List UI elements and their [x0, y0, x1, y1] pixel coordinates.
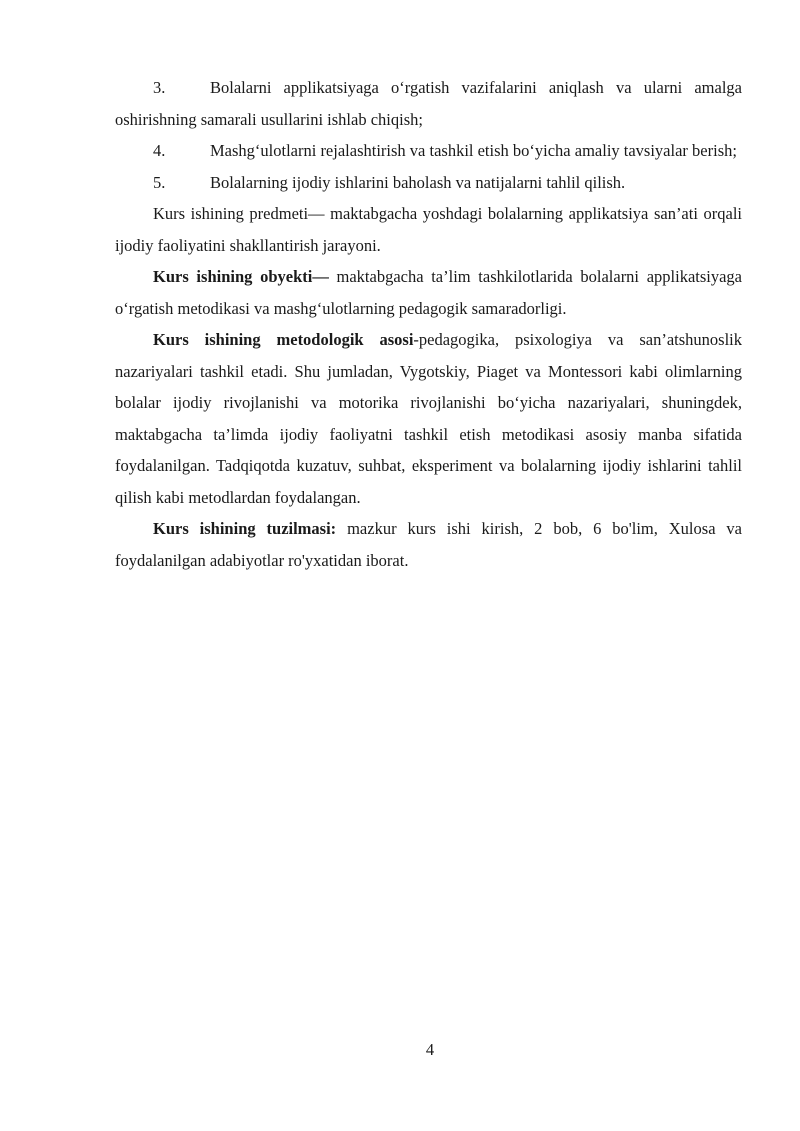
obyekt-label: Kurs ishining obyekti— — [153, 267, 329, 286]
list-text: Bolalarni applikatsiyaga o‘rgatish vazifalarini aniqlash va ularni amalga oshirishning samarali usullarini ishlab chiqish; — [115, 78, 742, 129]
metodologik-paragraph — [115, 324, 742, 513]
list-text: Bolalarning ijodiy ishlarini baholash va natijalarni tahlil qilish. — [210, 172, 626, 192]
predmet-paragraph — [115, 198, 742, 261]
tuzilmasi-label: Kurs ishining tuzilmasi: — [153, 519, 337, 538]
predmet-text: Kurs ishining predmeti— maktabgacha yoshdagi bolalarning applikatsiya san’ati orqali ijodiy faoliyatini shakllantirish jarayoni. — [115, 204, 742, 255]
list-number: 3. — [153, 78, 166, 97]
list-item-4 — [115, 135, 742, 167]
list-item-3 — [115, 72, 742, 135]
tuzilmasi-paragraph — [115, 513, 742, 576]
list-number: 5. — [153, 172, 166, 192]
obyekt-text: maktabgacha ta’lim tashkilotlarida bolalarni applikatsiyaga o‘rgatish metodikasi va mashg‘ulotlarning pedagogik samaradorligi. — [115, 267, 742, 318]
list-number: 4. — [153, 141, 166, 160]
document-page — [115, 72, 742, 576]
obyekt-paragraph — [115, 261, 742, 324]
list-item-5 — [115, 167, 742, 199]
page-number: 4 — [425, 1040, 435, 1059]
metodologik-label: Kurs ishining metodologik asosi — [153, 330, 414, 349]
metodologik-text: -pedagogika, psixologiya va san’atshunoslik nazariyalari tashkil etadi. Shu jumladan, Vygotskiy, Piaget va Montessori kabi olimlarning bolalar ijodiy rivojlanishi va motorika rivojlanishi bo‘yicha nazariyalari, shuningdek, maktabgacha ta’limda ijodiy faoliyatni tashkil etish metodikasi asosiy manba sifatida foydalanilgan. Tadqiqotda kuzatuv, suhbat, eksperiment va bolalarning ijodiy ishlarini tahlil qilish kabi metodlardan foydalangan. — [115, 330, 742, 507]
tuzilmasi-text: mazkur kurs ishi kirish, 2 bob, 6 bo'lim, Xulosa va foydalanilgan adabiyotlar ro'yxatidan iborat. — [115, 519, 742, 570]
list-text: Mashg‘ulotlarni rejalashtirish va tashkil etish bo‘yicha amaliy tavsiyalar berish; — [210, 141, 737, 160]
